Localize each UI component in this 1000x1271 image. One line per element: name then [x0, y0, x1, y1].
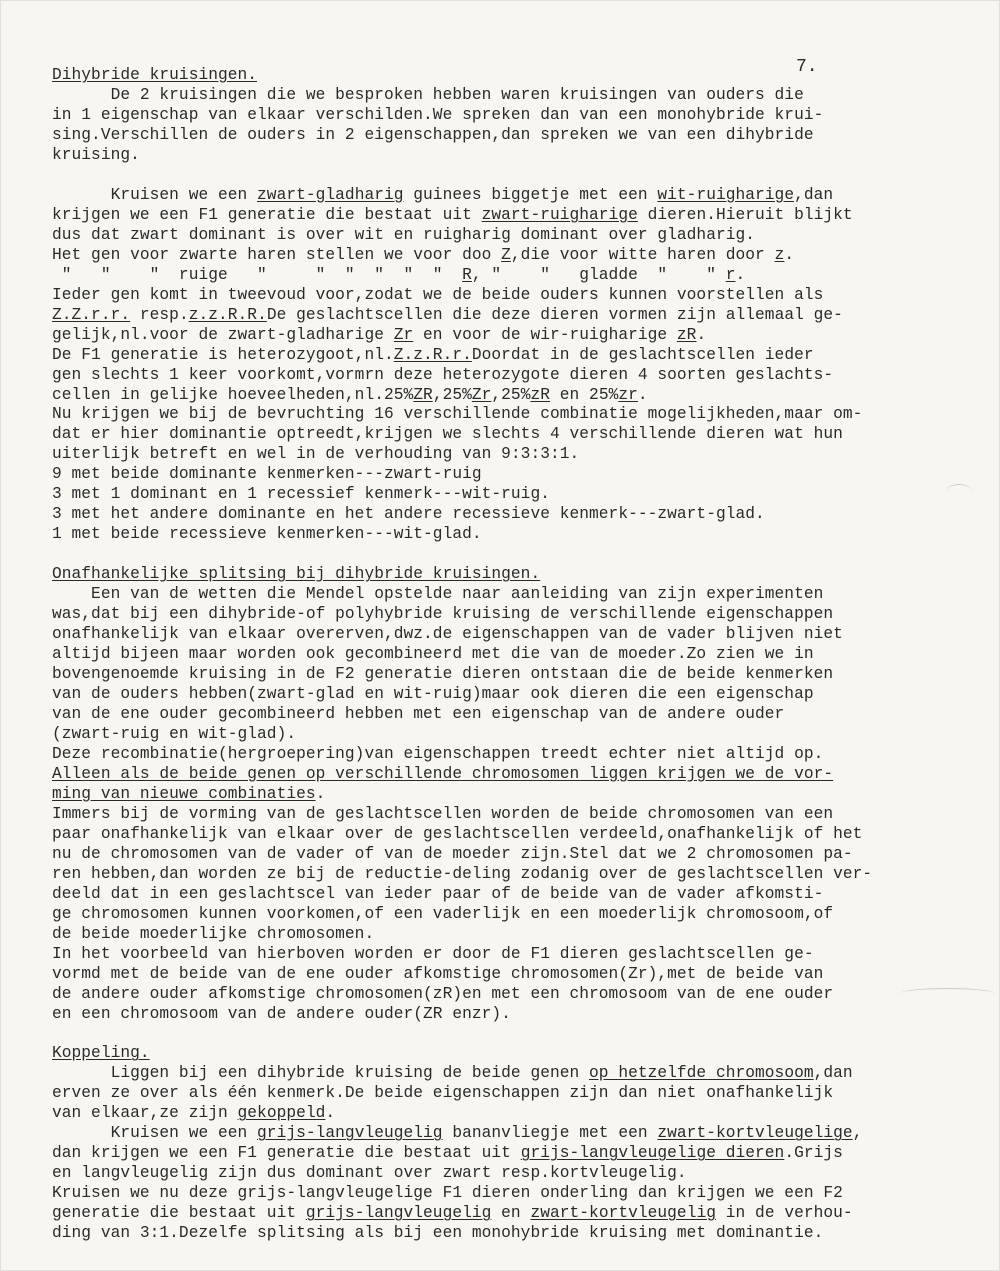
underlined-text: R: [462, 265, 472, 284]
text-line: [52, 705, 972, 725]
text-line: [52, 445, 972, 465]
underlined-text: zwart-kortvleugelige: [657, 1124, 853, 1143]
text-run: Kruisen we een: [52, 185, 258, 204]
underlined-text: zwart-gladharig: [257, 185, 404, 204]
paragraph-gap: [52, 545, 972, 565]
text-run: nu de chromosomen van de vader of van de moeder zijn.Stel dat we 2 chromosomen pa-: [52, 844, 853, 863]
underlined-text: zwart-ruigharige: [481, 205, 638, 224]
text-run: sing.Verschillen de ouders in 2 eigenschappen,dan spreken we van een dihybride: [52, 125, 814, 144]
page-number: 7.: [796, 57, 818, 77]
text-line: [52, 405, 972, 425]
text-run: In het voorbeeld van hierboven worden er door de F1 dieren geslachtscellen ge-: [52, 944, 814, 963]
text-run: van elkaar,ze zijn: [52, 1104, 238, 1123]
underlined-text: Onafhankelijke splitsing bij dihybride kruisingen.: [52, 565, 541, 584]
underlined-text: Z: [501, 245, 511, 264]
text-run: bovengenoemde kruising in de F2 generatie dieren ontstaan die de beide kenmerken: [52, 665, 834, 684]
text-run: ,die voor witte haren door: [510, 245, 775, 264]
underlined-text: wit-ruigharige: [657, 185, 795, 204]
text-line: [52, 1104, 972, 1124]
text-line: [52, 945, 972, 965]
text-run: ,25%: [491, 385, 531, 404]
underlined-text: Alleen als de beide genen op verschillende chromosomen liggen krijgen we de vor-: [52, 764, 834, 783]
text-line: [52, 346, 972, 366]
text-run: en 25%: [550, 385, 619, 404]
text-line: [52, 206, 972, 226]
text-run: onafhankelijk van elkaar overerven,dwz.de eigenschappen van de vader blijven niet: [52, 625, 843, 644]
text-run: vormd met de beide van de ene ouder afkomstige chromosomen(Zr),met de beide van: [52, 964, 824, 983]
text-run: en voor de wir-ruigharige: [413, 325, 677, 344]
text-line: [52, 865, 972, 885]
text-run: generatie die bestaat uit: [52, 1204, 306, 1223]
text-run: dieren.Hieruit blijkt: [637, 205, 853, 224]
text-line: [52, 146, 972, 166]
text-line: [52, 326, 972, 346]
text-line: [52, 1204, 972, 1224]
text-line: [52, 845, 972, 865]
text-run: ge chromosomen kunnen voorkomen,of een vaderlijk en een moederlijk chromosoom,of: [52, 904, 834, 923]
text-run: van de ouders hebben(zwart-glad en wit-ruig)maar ook dieren die een eigenschap: [52, 685, 814, 704]
underlined-text: z.z.R.R.: [188, 305, 267, 324]
text-run: " " " ruige " " " " " ": [52, 265, 463, 284]
underlined-text: r: [725, 265, 736, 284]
text-run: Het gen voor zwarte haren stellen we voor doo: [52, 245, 502, 264]
text-run: ,25%: [432, 385, 472, 404]
text-line: [52, 186, 972, 206]
text-line: [52, 905, 972, 925]
text-run: dus dat zwart dominant is over wit en ruigharig dominant over gladharig.: [52, 225, 756, 244]
text-run: ding van 3:1.Dezelfe splitsing als bij een monohybride kruising met dominantie.: [52, 1224, 824, 1243]
text-line: [52, 745, 972, 765]
text-run: 3 met het andere dominante en het andere recessieve kenmerk---zwart-glad.: [52, 505, 765, 524]
text-run: in de verhou-: [716, 1204, 853, 1223]
text-run: Doordat in de geslachtscellen ieder: [471, 345, 814, 364]
text-run: bananvliegje met een: [442, 1124, 658, 1143]
text-run: erven ze over als één kenmerk.De beide eigenschappen zijn dan niet onafhankelijk: [52, 1084, 834, 1103]
text-line: [52, 386, 972, 406]
underlined-text: Koppeling.: [52, 1044, 150, 1063]
underlined-text: zR: [676, 325, 697, 344]
text-run: guinees biggetje met een: [403, 185, 658, 204]
text-line: [52, 1064, 972, 1084]
text-line: [52, 885, 972, 905]
text-run: ,dan: [794, 185, 834, 204]
text-run: uiterlijk betreft en wel in de verhouding van 9:3:3:1.: [52, 445, 580, 464]
text-run: ,: [852, 1124, 863, 1143]
text-run: Ieder gen komt in tweevoud voor,zodat we de beide ouders kunnen voorstellen als: [52, 285, 824, 304]
text-line: [52, 925, 972, 945]
text-run: deeld dat in een geslachtscel van ieder paar of de beide van de vader afkomsti-: [52, 884, 824, 903]
text-run: resp.: [130, 305, 189, 324]
text-run: cellen in gelijke hoeveelheden,nl.25%: [52, 385, 414, 404]
text-run: en een chromosoom van de andere ouder(ZR enzr).: [52, 1004, 511, 1023]
underlined-text: ZR: [413, 385, 433, 404]
text-line: [52, 785, 972, 805]
underlined-text: ming van nieuwe combinaties: [52, 784, 316, 803]
text-run: Kruisen we een: [52, 1124, 258, 1143]
underlined-text: gekoppeld: [237, 1104, 326, 1123]
paragraph-gap: [52, 1025, 972, 1045]
text-line: [52, 985, 972, 1005]
text-line: [52, 625, 972, 645]
text-line: [52, 425, 972, 445]
text-line: [52, 1044, 972, 1064]
underlined-text: grijs-langvleugelig: [257, 1124, 443, 1143]
text-run: De geslachtscellen die deze dieren vormen zijn allemaal ge-: [266, 305, 843, 324]
text-line: [52, 805, 972, 825]
text-run: .: [735, 265, 746, 284]
text-run: de andere ouder afkomstige chromosomen(zR)en met een chromosoom van de ene ouder: [52, 984, 834, 1003]
text-run: 1 met beide recessieve kenmerken---wit-glad.: [52, 525, 482, 544]
text-line: [52, 1144, 972, 1164]
text-line: [52, 1184, 972, 1204]
underlined-text: grijs-langvleugelige dieren: [520, 1144, 785, 1163]
text-run: 9 met beide dominante kenmerken---zwart-ruig: [52, 465, 482, 484]
text-run: dat er hier dominantie optreedt,krijgen we slechts 4 verschillende dieren wat hun: [52, 425, 843, 444]
underlined-text: zwart-kortvleugelig: [530, 1204, 716, 1223]
underlined-text: Z.Z.r.r.: [52, 305, 131, 324]
text-run: van de ene ouder gecombineerd hebben met een eigenschap van de andere ouder: [52, 705, 785, 723]
text-line: [52, 1124, 972, 1144]
text-run: dan krijgen we een F1 generatie die bestaat uit: [52, 1144, 521, 1163]
text-run: in 1 eigenschap van elkaar verschilden.We spreken dan van een monohybride krui-: [52, 105, 824, 124]
document-body: [52, 66, 972, 1244]
text-line: [52, 665, 972, 685]
text-run: Deze recombinatie(hergroepering)van eigenschappen treedt echter niet altijd op.: [52, 744, 824, 763]
text-line: [52, 685, 972, 705]
text-line: [52, 1164, 972, 1184]
text-run: Nu krijgen we bij de bevruchting 16 verschillende combinatie mogelijkheden,maar om-: [52, 405, 863, 424]
text-line: [52, 505, 972, 525]
text-run: altijd bijeen maar worden ook gecombineerd met die van de moeder.Zo zien we in: [52, 645, 814, 664]
text-line: [52, 725, 972, 745]
text-line: [52, 825, 972, 845]
text-run: Kruisen we nu deze grijs-langvleugelige F1 dieren onderling dan krijgen we een F2: [52, 1184, 843, 1203]
text-line: [52, 106, 972, 126]
text-line: [52, 126, 972, 146]
text-run: ,dan: [813, 1064, 853, 1083]
text-run: ren hebben,dan worden ze bij de reductie-deling zodanig over de geslachtscellen ver-: [52, 864, 873, 883]
underlined-text: zr: [618, 385, 638, 404]
underlined-text: op hetzelfde chromosoom: [589, 1064, 814, 1083]
text-line: [52, 605, 972, 625]
underlined-text: Z.z.R.r.: [393, 345, 472, 364]
text-line: [52, 306, 972, 326]
text-line: [52, 226, 972, 246]
underlined-text: Dihybride kruisingen.: [52, 66, 258, 84]
underlined-text: Zr: [393, 325, 414, 344]
text-line: [52, 1224, 972, 1244]
text-run: De F1 generatie is heterozygoot,nl.: [52, 345, 394, 364]
paragraph-gap: [52, 166, 972, 186]
text-run: .: [637, 385, 648, 404]
text-run: Immers bij de vorming van de geslachtscellen worden de beide chromosomen van een: [52, 804, 834, 823]
text-run: .: [325, 1104, 336, 1123]
text-run: , " " gladde " ": [471, 265, 726, 284]
text-line: [52, 585, 972, 605]
text-line: [52, 1005, 972, 1025]
text-line: [52, 465, 972, 485]
text-run: was,dat bij een dihybride-of polyhybride kruising de verschillende eigenschappen: [52, 605, 834, 624]
text-line: [52, 286, 972, 306]
scan-mark: [946, 484, 972, 499]
text-run: (zwart-ruig en wit-glad).: [52, 724, 297, 743]
text-line: [52, 86, 972, 106]
text-run: de beide moederlijke chromosomen.: [52, 924, 375, 943]
text-line: [52, 266, 972, 286]
text-run: gen slechts 1 keer voorkomt,vormrn deze heterozygote dieren 4 soorten geslachts-: [52, 365, 834, 384]
text-line: [52, 645, 972, 665]
underlined-text: zR: [530, 385, 550, 404]
underlined-text: Zr: [471, 385, 492, 404]
text-run: .: [696, 325, 707, 344]
text-line: [52, 366, 972, 386]
text-run: en: [491, 1204, 531, 1223]
text-line: [52, 765, 972, 785]
text-run: .: [784, 245, 795, 264]
text-line: [52, 485, 972, 505]
text-line: [52, 965, 972, 985]
text-run: gelijk,nl.voor de zwart-gladharige: [52, 325, 394, 344]
text-run: 3 met 1 dominant en 1 recessief kenmerk---wit-ruig.: [52, 485, 550, 504]
text-run: kruising.: [52, 145, 140, 164]
underlined-text: z: [774, 245, 785, 264]
text-run: .Grijs: [784, 1144, 843, 1163]
text-line: [52, 1084, 972, 1104]
text-run: De 2 kruisingen die we besproken hebben waren kruisingen van ouders die: [52, 85, 804, 104]
text-run: krijgen we een F1 generatie die bestaat uit: [52, 205, 482, 224]
text-line: [52, 66, 972, 86]
text-line: [52, 525, 972, 545]
text-run: paar onafhankelijk van elkaar over de geslachtscellen verdeeld,onafhankelijk of het: [52, 824, 863, 843]
text-run: en langvleugelig zijn dus dominant over zwart resp.kortvleugelig.: [52, 1164, 687, 1183]
text-run: .: [315, 784, 326, 803]
text-run: Liggen bij een dihybride kruising de beide genen: [52, 1064, 590, 1083]
text-run: Een van de wetten die Mendel opstelde naar aanleiding van zijn experimenten: [52, 585, 824, 604]
underlined-text: grijs-langvleugelig: [305, 1204, 492, 1223]
scan-mark: [900, 988, 995, 999]
text-line: [52, 246, 972, 266]
text-line: [52, 565, 972, 585]
